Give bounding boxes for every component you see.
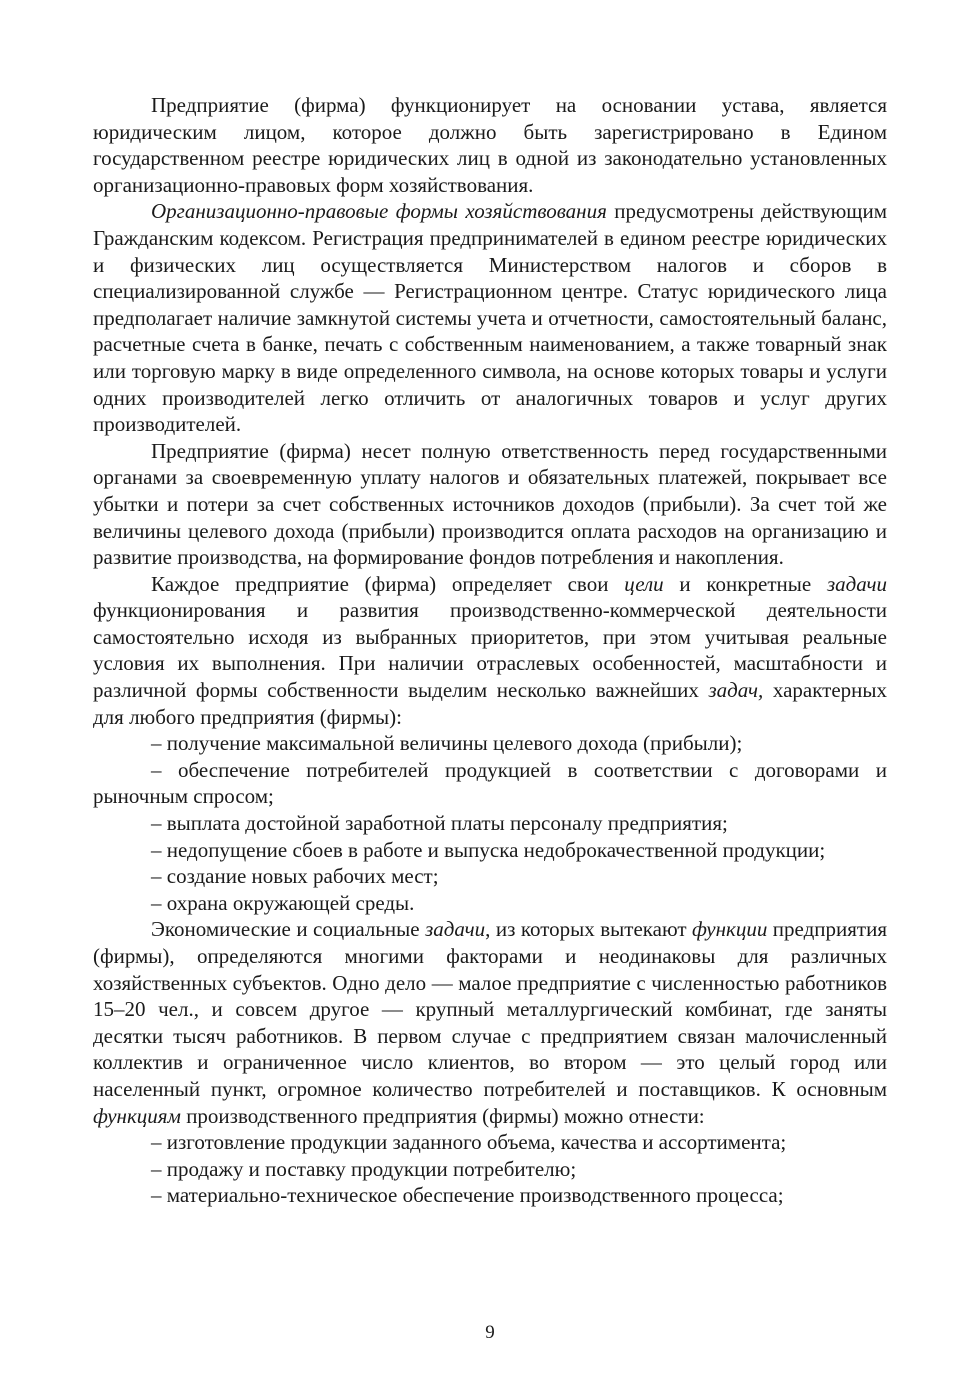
italic-term: функциям: [93, 1103, 181, 1128]
italic-term: задачи: [826, 571, 887, 596]
list-item: – охрана окружающей среды.: [151, 890, 415, 915]
italic-term: задач,: [708, 678, 764, 703]
list-item: – материально-техническое обеспечение производственного процесса;: [151, 1183, 784, 1208]
function-list: [93, 1129, 887, 1209]
list-item: – выплата достойной заработной платы персоналу предприятия;: [151, 811, 728, 836]
italic-term: Организационно-правовые формы хозяйствования: [151, 199, 607, 224]
document-page: [93, 92, 887, 1209]
page-number: 9: [485, 1322, 495, 1343]
paragraph-functions: Экономические и социальные задачи, из которых вытекают функции предприятия (фирмы), определяются многими факторами и неодинаковы для различных хозяйственных субъектов. Одно дело — малое предприятие с численностью работников 15–20 чел., и совсем другое — крупный металлургический комбинат, где заняты десятки тысяч работников. В первом случае с предприятием связан малочисленный коллектив и ограниченное число клиентов, во втором — это целый город или населенный пункт, огромное количество потребителей и поставщиков. К основным функциям производственного предприятия (фирмы) можно отнести:: [93, 917, 887, 1128]
list-item: – получение максимальной величины целевого дохода (прибыли);: [151, 731, 743, 756]
paragraph-legal-entity: Предприятие (фирма) функционирует на основании устава, является юридическим лицом, которое должно быть зарегистрировано в Едином государственном реестре юридических лиц в одной из законодательно установленных организационно-правовых форм хозяйствования.: [93, 93, 887, 197]
paragraph-goals-tasks: Каждое предприятие (фирма) определяет свои цели и конкретные задачи функционирования и развития производственно-коммерческой деятельности самостоятельно исходя из выбранных приоритетов, при этом учитывая реальные условия их выполнения. При наличии отраслевых особенностей, масштабности и различной формы собственности выделим несколько важнейших задач, характерных для любого предприятия (фирмы):: [93, 571, 887, 729]
list-item: – продажу и поставку продукции потребителю;: [151, 1156, 577, 1181]
list-item: – создание новых рабочих мест;: [151, 864, 439, 889]
list-item: – изготовление продукции заданного объема, качества и ассортимента;: [151, 1130, 787, 1155]
task-list: [93, 730, 887, 916]
italic-term: цели: [624, 571, 664, 596]
italic-term: функции: [692, 917, 768, 942]
paragraph-legal-forms: Организационно-правовые формы хозяйствования предусмотрены действующим Гражданским кодексом. Регистрация предпринимателей в едином реестре юридических и физических лиц осуществляется Министерством налогов и сборов в специализированной службе — Регистрационном центре. Статус юридического лица предполагает наличие замкнутой системы учета и отчетности, самостоятельный баланс, расчетные счета в банке, печать с собственным наименованием, а также товарный знак или торговую марку в виде определенного символа, на основе которых товары и услуги одних производителей легко отличить от аналогичных товаров и услуг других производителей.: [93, 199, 887, 437]
italic-term: задачи: [425, 917, 486, 942]
list-item: – обеспечение потребителей продукцией в соответствии с договорами и рыночным спросом;: [93, 757, 887, 809]
paragraph-responsibility: Предприятие (фирма) несет полную ответственность перед государственными органами за своевременную уплату налогов и обязательных платежей, покрывает все убытки и потери за счет собственных источников доходов (прибыли). За счет той же величины целевого дохода (прибыли) производится оплата расходов на организацию и развитие производства, на формирование фондов потребления и накопления.: [93, 438, 887, 570]
list-item: – недопущение сбоев в работе и выпуска недоброкачественной продукции;: [151, 837, 826, 862]
